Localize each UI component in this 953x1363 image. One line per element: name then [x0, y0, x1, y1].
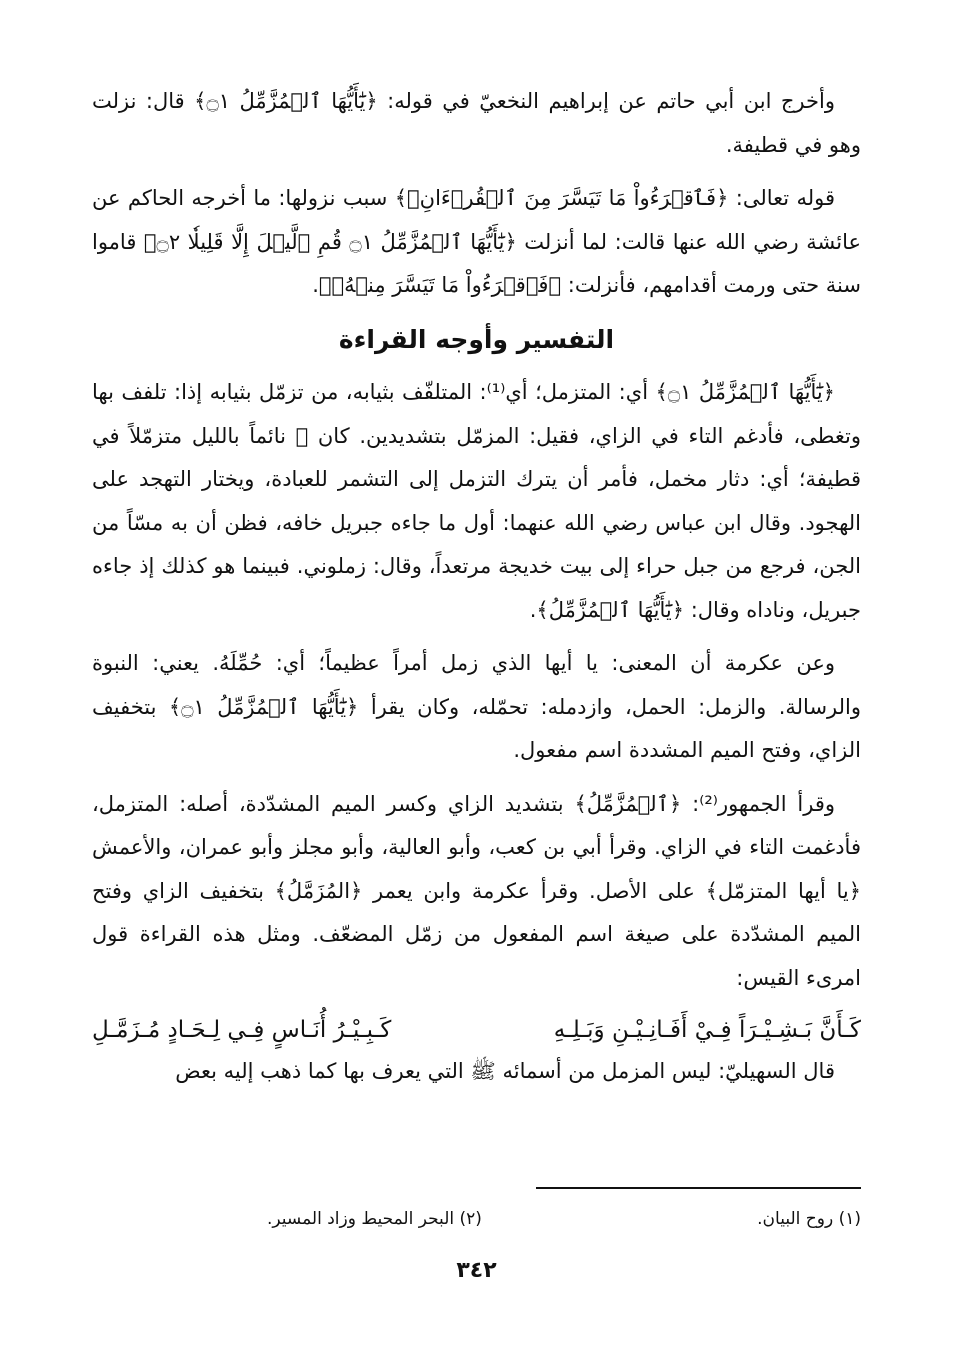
paragraph-2: قوله تعالى: ﴿فَٱقۡرَءُواْ مَا تَيَسَّرَ مِنَ ٱلۡقُرۡءَانِۚ﴾ سبب نزولها: ما أخرجه الحاكم عن عائشة رضي الله عنها قالت: لما أنزلت ﴿يَٰٓأَيُّهَا ٱلۡمُزَّمِّلُ ۝١ قُمِ ٱلَّيۡلَ إِلَّا قَلِيلٗا ۝٢﴾ قاموا سنة حتى ورمت أقدامهم، فأنزلت: ﴿فَٱقۡرَءُواْ مَا تَيَسَّرَ مِنۡهُۚ﴾.	[92, 186, 861, 297]
footnote-2: (٢) البحر المحيط وزاد المسير.	[267, 1209, 482, 1229]
poem-verse	[92, 1010, 861, 1050]
poem-second-hemistich: كَـبِـيْـرُ أُنَـاسٍ فِـي لِـحَـادٍ مُـزَمَّـلِ	[92, 1017, 392, 1043]
footnote-divider	[536, 1187, 861, 1189]
page-number: ٣٤٢	[456, 1258, 497, 1283]
paragraph-4: وعن عكرمة أن المعنى: يا أيها الذي زمل أمراً عظيماً؛ أي: حُمِّلَهُ. يعني: النبوة والرسالة. والزمل: الحمل، وازدمله: تحمّله، وكان يقرأ ﴿يَٰٓأَيُّهَا ٱلۡمُزَّمِّلُ ۝١﴾ بتخفيف الزاي، وفتح الميم المشددة اسم مفعول.	[92, 651, 862, 762]
footnote-1: (١) روح البيان.	[757, 1209, 861, 1229]
footnotes	[92, 1205, 861, 1233]
paragraph-1: وأخرج ابن أبي حاتم عن إبراهيم النخعيّ في قوله: ﴿يَٰٓأَيُّهَا ٱلۡمُزَّمِّلُ ۝١﴾ قال: نزلت وهو في قطيفة.	[92, 89, 861, 157]
paragraph-5: وقرأ الجمهور⁽²⁾: ﴿ٱلۡمُزَّمِّلُ﴾ بتشديد الزاي وكسر الميم المشدّدة، أصله: المتزمل، فأدغمت التاء في الزاي. وقرأ أبي بن كعب، وأبو العالية، وأبو مجلز وأبو عمران، والأعمش ﴿يا أيها المتزمّل﴾ على الأصل. وقرأ عكرمة وابن يعمر ﴿المُزَمَّلُ﴾ بتخفيف الزاي وفتح الميم المشدّدة على صيغة اسم المفعول من زمّل المضعّف. ومثل هذه القراءة قول امرىء القيس:	[92, 791, 861, 990]
section-heading: التفسير وأوجه القراءة	[338, 324, 615, 354]
paragraph-6: قال السهيليّ: ليس المزمل من أسمائه ﷺ التي يعرف بها كما ذهب إليه بعض	[175, 1059, 835, 1083]
paragraph-3: ﴿يَٰٓأَيُّهَا ٱلۡمُزَّمِّلُ ۝١﴾ أي: المتزمل؛ أي⁽¹⁾: المتلفّف بثيابه، من تزمّل بثيابه إذا: تلفف بها وتغطى، فأدغم التاء في الزاي، فقيل: المزمّل بتشديدين. كان ﷺ نائماً بالليل متزمّلاً في قطيفة؛ أي: دثار مخمل، فأمر أن يترك التزمل إلى التشمر للعبادة، ويختار التهجد على الهجود. وقال ابن عباس رضي الله عنهما: أول ما جاءه جبريل خافه، فظن أن به مسّاً من الجن، فرجع من جبل حراء إلى بيت خديجة مرتعداً، وقال: زملوني. فبينما هو كذلك إذ جاءه جبريل، وناداه وقال: ﴿يَٰٓأَيُّهَا ٱلۡمُزَّمِّلُ﴾.	[92, 380, 861, 622]
poem-first-hemistich: كَـأَنَّ بَـشِـيْـرَاً فِـيْ أَفَـانِـيْـنِ وَبَـلِـهِ	[553, 1017, 861, 1043]
main-text	[92, 80, 861, 1104]
